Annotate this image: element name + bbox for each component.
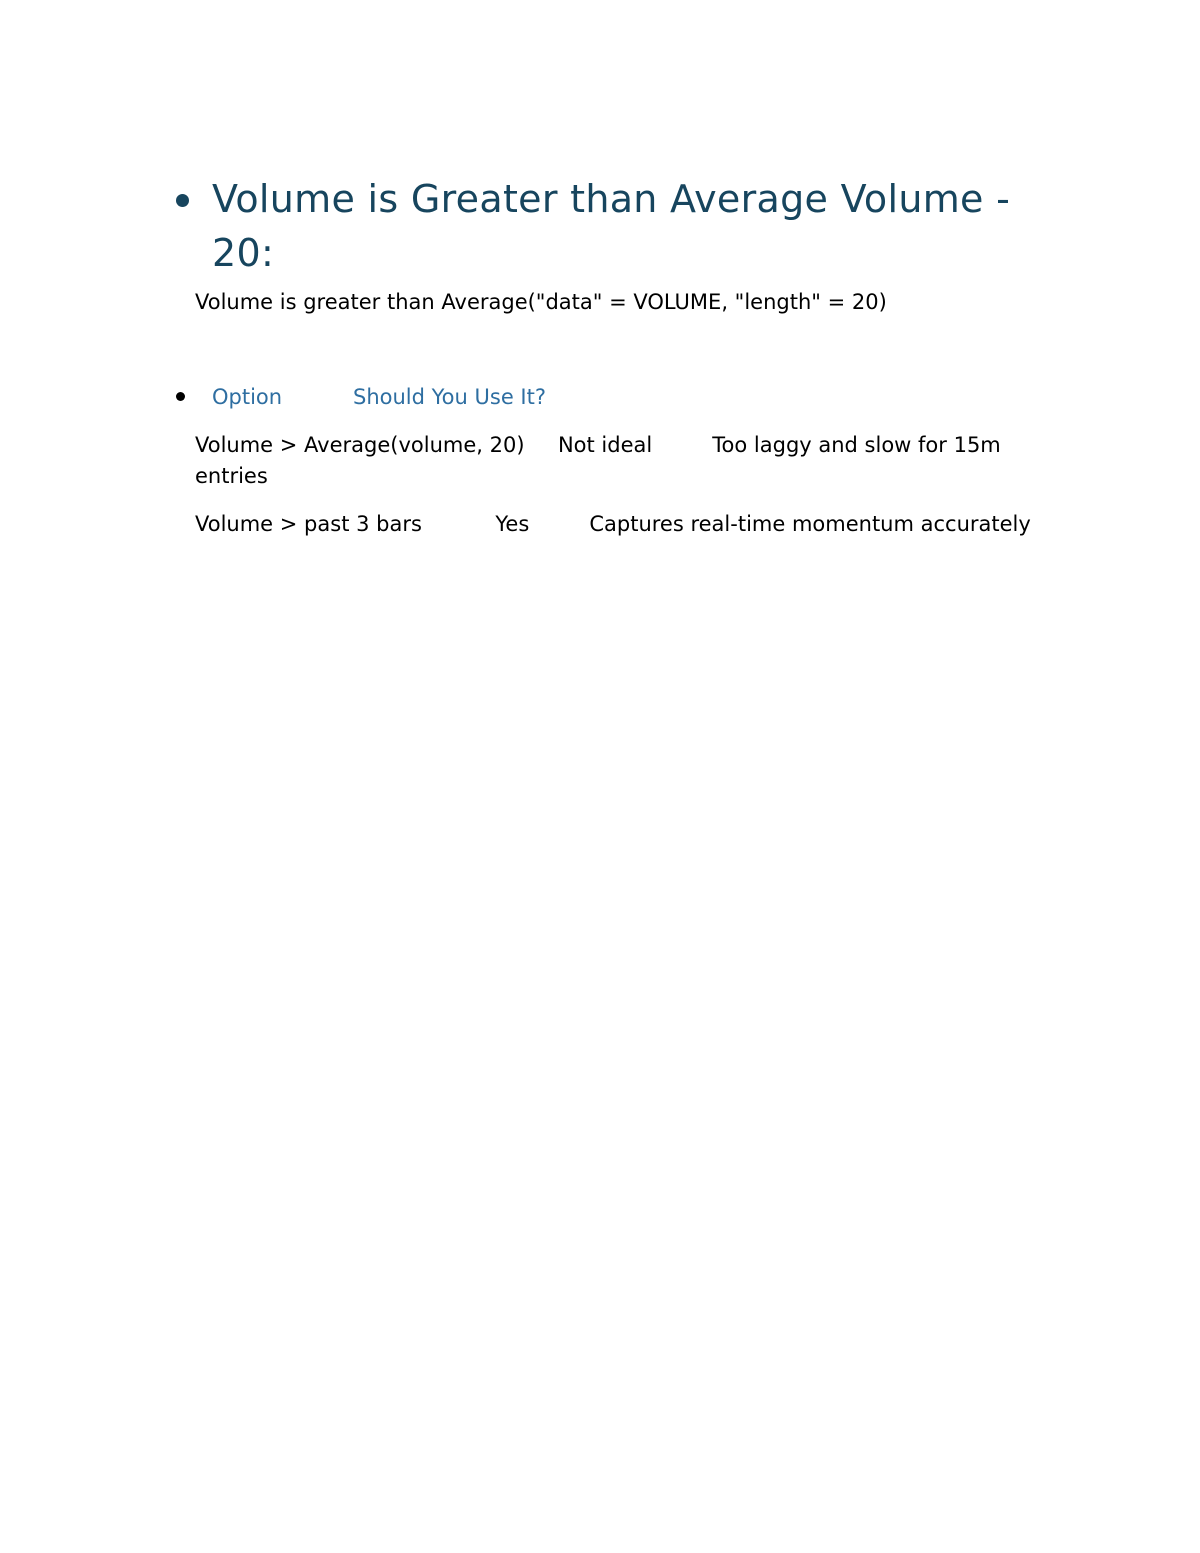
table-row xyxy=(195,509,1045,540)
row-option: Volume > Average(volume, 20) xyxy=(195,433,525,457)
bullet-icon xyxy=(176,392,185,401)
table-row xyxy=(195,430,1045,492)
row-reason: Captures real-time momentum accurately xyxy=(589,512,1031,536)
comparison-table-header xyxy=(172,382,1032,412)
header-should-you-use-it: Should You Use It? xyxy=(353,385,546,409)
row-reason: Too laggy and slow for 15m entries xyxy=(195,433,1001,488)
row-use: Not ideal xyxy=(557,433,653,457)
row-use: Yes xyxy=(495,512,530,536)
heading-list-item xyxy=(172,172,1032,280)
bullet-icon xyxy=(176,194,189,207)
header-option: Option xyxy=(212,385,283,409)
formula-text: Volume is greater than Average("data" = VOLUME, "length" = 20) xyxy=(195,290,887,314)
row-option: Volume > past 3 bars xyxy=(195,512,422,536)
section-heading: Volume is Greater than Average Volume - 20: xyxy=(212,177,1011,275)
